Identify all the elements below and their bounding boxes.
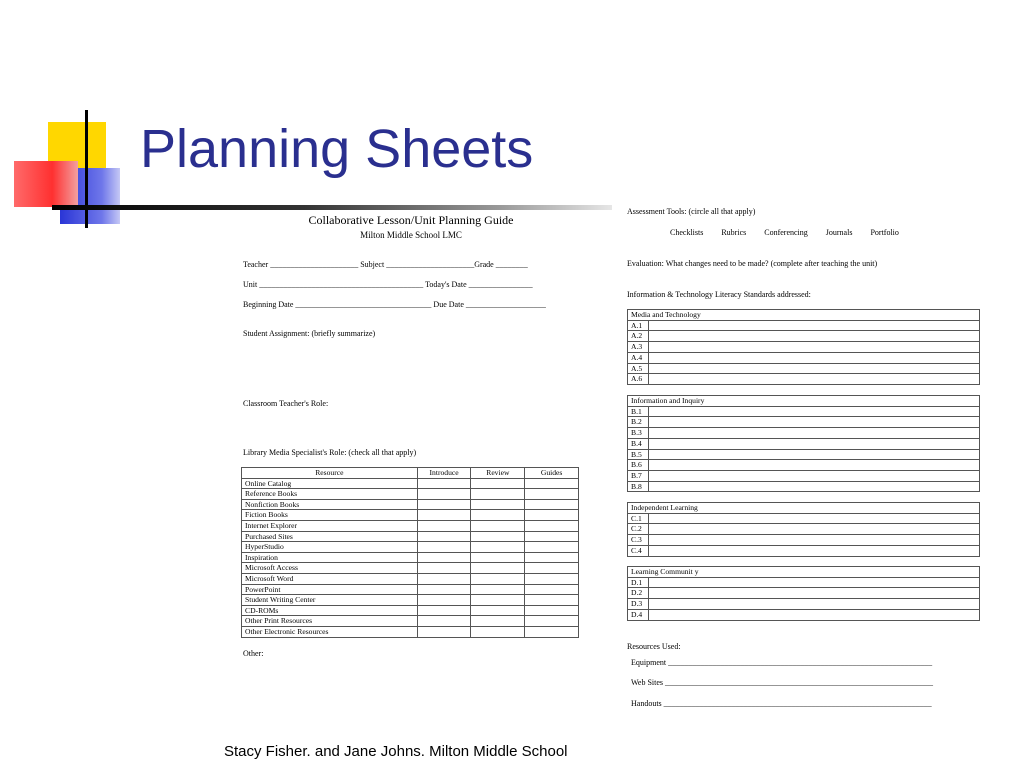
check-guides xyxy=(525,542,579,553)
group-header-row xyxy=(628,310,980,321)
web-sites-line: Web Sites ___________________________________________________________________ xyxy=(631,678,934,687)
standard-code: A.4 xyxy=(628,352,649,363)
standards-table xyxy=(627,309,980,385)
standard-code: D.3 xyxy=(628,599,649,610)
standard-row xyxy=(628,449,980,460)
standard-notes xyxy=(649,374,980,385)
standards-table xyxy=(627,566,980,621)
standard-code: C.1 xyxy=(628,513,649,524)
standard-code: A.2 xyxy=(628,331,649,342)
resource-table xyxy=(241,467,579,638)
resource-name: Microsoft Access xyxy=(242,563,418,574)
standard-notes xyxy=(649,470,980,481)
standard-notes xyxy=(649,535,980,546)
resource-table-header xyxy=(242,468,579,479)
resource-name: Internet Explorer xyxy=(242,520,418,531)
resource-name: Online Catalog xyxy=(242,478,418,489)
evaluation-label: Evaluation: What changes need to be made? (complete after teaching the unit) xyxy=(627,259,878,268)
standard-row xyxy=(628,363,980,374)
std-group-a xyxy=(627,309,980,385)
standard-row xyxy=(628,470,980,481)
standard-code: B.8 xyxy=(628,481,649,492)
check-review xyxy=(471,542,525,553)
standard-row xyxy=(628,535,980,546)
check-introduce xyxy=(417,489,471,500)
standard-row xyxy=(628,331,980,342)
standard-notes xyxy=(649,331,980,342)
standard-notes xyxy=(649,545,980,556)
standard-notes xyxy=(649,449,980,460)
check-review xyxy=(471,489,525,500)
check-guides xyxy=(525,563,579,574)
handouts-line: Handouts ___________________________________________________________________ xyxy=(631,699,932,708)
standard-notes xyxy=(649,588,980,599)
check-introduce xyxy=(417,563,471,574)
table-row xyxy=(242,595,579,606)
check-guides xyxy=(525,531,579,542)
standard-row xyxy=(628,352,980,363)
standard-notes xyxy=(649,438,980,449)
tool-journals: Journals xyxy=(825,228,853,237)
standard-code: B.3 xyxy=(628,428,649,439)
decor-red-square xyxy=(14,161,78,207)
resource-name: Fiction Books xyxy=(242,510,418,521)
check-guides xyxy=(525,584,579,595)
table-row xyxy=(242,510,579,521)
standard-code: C.2 xyxy=(628,524,649,535)
standard-row xyxy=(628,577,980,588)
resource-table-wrap xyxy=(241,467,579,638)
group-header-row xyxy=(628,503,980,514)
standard-notes xyxy=(649,320,980,331)
check-introduce xyxy=(417,616,471,627)
standard-notes xyxy=(649,363,980,374)
standard-notes xyxy=(649,428,980,439)
table-row xyxy=(242,605,579,616)
check-introduce xyxy=(417,531,471,542)
tool-portfolio: Portfolio xyxy=(870,228,899,237)
group-header-row xyxy=(628,567,980,578)
table-row xyxy=(242,531,579,542)
resources-used-label: Resources Used: xyxy=(627,642,681,651)
standard-code: D.4 xyxy=(628,609,649,620)
standard-code: B.1 xyxy=(628,406,649,417)
standard-notes xyxy=(649,417,980,428)
std-group-c xyxy=(627,502,980,557)
standard-code: A.1 xyxy=(628,320,649,331)
standard-code: B.2 xyxy=(628,417,649,428)
check-review xyxy=(471,552,525,563)
assessment-label: Assessment Tools: (circle all that apply) xyxy=(627,207,756,216)
standards-table xyxy=(627,502,980,557)
check-guides xyxy=(525,605,579,616)
standard-row xyxy=(628,609,980,620)
guide-title: Collaborative Lesson/Unit Planning Guide xyxy=(308,213,514,227)
standard-row xyxy=(628,374,980,385)
resource-name: Other Print Resources xyxy=(242,616,418,627)
check-review xyxy=(471,531,525,542)
classroom-role-label: Classroom Teacher's Role: xyxy=(243,399,329,408)
check-guides xyxy=(525,520,579,531)
standard-code: B.6 xyxy=(628,460,649,471)
check-guides xyxy=(525,552,579,563)
other-label: Other: xyxy=(243,649,264,658)
standard-notes xyxy=(649,342,980,353)
teacher-line: Teacher ______________________ Subject ______________________Grade ________ xyxy=(243,260,528,269)
col-guides: Guides xyxy=(525,468,579,479)
check-introduce xyxy=(417,626,471,637)
check-review xyxy=(471,573,525,584)
standard-notes xyxy=(649,406,980,417)
resource-name: Inspiration xyxy=(242,552,418,563)
check-review xyxy=(471,626,525,637)
check-guides xyxy=(525,616,579,627)
resource-name: PowerPoint xyxy=(242,584,418,595)
table-row xyxy=(242,563,579,574)
standard-row xyxy=(628,406,980,417)
resource-name: Nonfiction Books xyxy=(242,499,418,510)
check-introduce xyxy=(417,595,471,606)
standard-row xyxy=(628,438,980,449)
check-introduce xyxy=(417,552,471,563)
standard-notes xyxy=(649,513,980,524)
group-name: Learning Communit y xyxy=(628,567,980,578)
check-review xyxy=(471,563,525,574)
table-row xyxy=(242,542,579,553)
table-row xyxy=(242,489,579,500)
table-row xyxy=(242,573,579,584)
resource-name: Student Writing Center xyxy=(242,595,418,606)
check-introduce xyxy=(417,520,471,531)
check-guides xyxy=(525,573,579,584)
standard-code: B.4 xyxy=(628,438,649,449)
standards-label: Information & Technology Literacy Standards addressed: xyxy=(627,290,811,299)
standard-notes xyxy=(649,481,980,492)
check-review xyxy=(471,478,525,489)
student-assignment-label: Student Assignment: (briefly summarize) xyxy=(243,329,376,338)
check-introduce xyxy=(417,499,471,510)
standard-code: A.3 xyxy=(628,342,649,353)
check-review xyxy=(471,510,525,521)
resource-name: Reference Books xyxy=(242,489,418,500)
check-introduce xyxy=(417,478,471,489)
standard-code: A.5 xyxy=(628,363,649,374)
check-introduce xyxy=(417,605,471,616)
table-row xyxy=(242,499,579,510)
check-guides xyxy=(525,499,579,510)
resource-name: Microsoft Word xyxy=(242,573,418,584)
guide-subtitle: Milton Middle School LMC xyxy=(360,230,462,240)
standard-code: D.1 xyxy=(628,577,649,588)
check-review xyxy=(471,595,525,606)
standard-notes xyxy=(649,352,980,363)
std-group-d xyxy=(627,566,980,621)
table-row xyxy=(242,478,579,489)
resource-name: HyperStudio xyxy=(242,542,418,553)
check-guides xyxy=(525,510,579,521)
group-name: Information and Inquiry xyxy=(628,396,980,407)
group-header-row xyxy=(628,396,980,407)
resource-name: Purchased Sites xyxy=(242,531,418,542)
standard-row xyxy=(628,588,980,599)
unit-line: Unit _________________________________________ Today's Date ________________ xyxy=(243,280,533,289)
check-guides xyxy=(525,626,579,637)
standard-row xyxy=(628,481,980,492)
decor-vertical-line xyxy=(85,110,88,228)
tool-checklists: Checklists xyxy=(670,228,704,237)
std-group-b xyxy=(627,395,980,492)
table-row xyxy=(242,584,579,595)
check-review xyxy=(471,499,525,510)
table-row xyxy=(242,626,579,637)
tool-conferencing: Conferencing xyxy=(764,228,808,237)
check-guides xyxy=(525,489,579,500)
standard-row xyxy=(628,545,980,556)
group-name: Media and Technology xyxy=(628,310,980,321)
standard-row xyxy=(628,524,980,535)
standard-row xyxy=(628,460,980,471)
check-guides xyxy=(525,478,579,489)
table-row xyxy=(242,616,579,627)
col-resource: Resource xyxy=(242,468,418,479)
check-introduce xyxy=(417,542,471,553)
slide-footer: Stacy Fisher. and Jane Johns. Milton Middle School xyxy=(224,743,568,760)
table-row xyxy=(242,552,579,563)
resource-name: Other Electronic Resources xyxy=(242,626,418,637)
standard-row xyxy=(628,342,980,353)
standard-row xyxy=(628,417,980,428)
col-review: Review xyxy=(471,468,525,479)
standard-notes xyxy=(649,524,980,535)
group-name: Independent Learning xyxy=(628,503,980,514)
standard-code: B.5 xyxy=(628,449,649,460)
check-introduce xyxy=(417,573,471,584)
check-guides xyxy=(525,595,579,606)
slide-title: Planning Sheets xyxy=(140,119,534,179)
standards-table xyxy=(627,395,980,492)
standard-row xyxy=(628,513,980,524)
lms-role-label: Library Media Specialist's Role: (check all that apply) xyxy=(243,448,417,457)
standard-row xyxy=(628,320,980,331)
check-review xyxy=(471,605,525,616)
standard-notes xyxy=(649,460,980,471)
col-introduce: Introduce xyxy=(417,468,471,479)
check-introduce xyxy=(417,584,471,595)
check-review xyxy=(471,616,525,627)
standard-row xyxy=(628,428,980,439)
equipment-line: Equipment __________________________________________________________________ xyxy=(631,658,933,667)
standard-code: A.6 xyxy=(628,374,649,385)
resource-name: CD-ROMs xyxy=(242,605,418,616)
standard-code: C.4 xyxy=(628,545,649,556)
tool-rubrics: Rubrics xyxy=(721,228,747,237)
check-introduce xyxy=(417,510,471,521)
title-underline xyxy=(52,205,612,210)
standard-notes xyxy=(649,599,980,610)
standard-notes xyxy=(649,577,980,588)
check-review xyxy=(471,520,525,531)
standard-code: C.3 xyxy=(628,535,649,546)
check-review xyxy=(471,584,525,595)
standard-row xyxy=(628,599,980,610)
table-row xyxy=(242,520,579,531)
standard-code: B.7 xyxy=(628,470,649,481)
dates-line: Beginning Date __________________________________ Due Date ____________________ xyxy=(243,300,546,309)
assessment-tools xyxy=(670,228,915,237)
standard-notes xyxy=(649,609,980,620)
standard-code: D.2 xyxy=(628,588,649,599)
